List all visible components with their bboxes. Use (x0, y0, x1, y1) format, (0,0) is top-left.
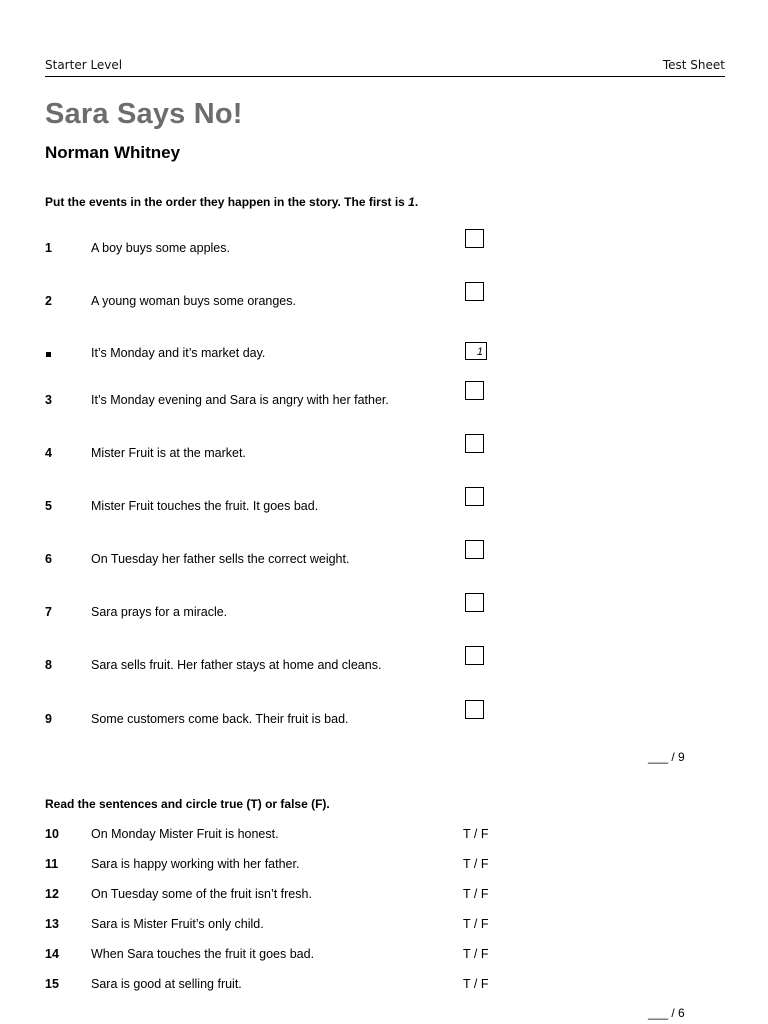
item-text: Sara is Mister Fruit’s only child. (91, 917, 264, 931)
answer-box[interactable] (465, 540, 484, 559)
instruction-end: . (414, 195, 419, 209)
order-item (45, 389, 505, 413)
order-item (45, 654, 505, 678)
item-number: 11 (45, 857, 59, 871)
item-text: A young woman buys some oranges. (91, 294, 296, 308)
bullet-icon (46, 352, 51, 357)
answer-box[interactable] (465, 434, 484, 453)
instruction-emphasis: 1 (408, 195, 415, 209)
item-number: 5 (45, 499, 52, 513)
item-text: On Monday Mister Fruit is honest. (91, 827, 279, 841)
order-item-example (45, 342, 505, 366)
answer-box[interactable] (465, 229, 484, 248)
section1-score: ___ / 9 (648, 750, 685, 764)
sheet-label: Test Sheet (662, 58, 725, 72)
tf-item (45, 827, 505, 847)
order-item (45, 237, 505, 261)
answer-box[interactable] (465, 487, 484, 506)
item-text: Sara is happy working with her father. (91, 857, 300, 871)
answer-box[interactable] (465, 282, 484, 301)
item-number: 10 (45, 827, 59, 841)
order-item (45, 708, 505, 732)
tf-item (45, 977, 505, 997)
item-text: On Tuesday some of the fruit isn’t fresh. (91, 887, 312, 901)
item-text: It’s Monday evening and Sara is angry with her father. (91, 393, 389, 407)
true-false-choice[interactable]: T / F (463, 977, 489, 991)
item-text: A boy buys some apples. (91, 241, 230, 255)
item-text: Some customers come back. Their fruit is bad. (91, 712, 349, 726)
item-number: 14 (45, 947, 59, 961)
item-number: 1 (45, 241, 52, 255)
page-title: Sara Says No! (45, 98, 243, 130)
order-item (45, 442, 505, 466)
tf-item (45, 887, 505, 907)
item-text: Mister Fruit is at the market. (91, 446, 246, 460)
page-header (45, 58, 725, 77)
item-number: 6 (45, 552, 52, 566)
item-text: It’s Monday and it’s market day. (91, 346, 266, 360)
item-number: 9 (45, 712, 52, 726)
tf-item (45, 857, 505, 877)
item-text: Sara sells fruit. Her father stays at home and cleans. (91, 658, 382, 672)
section1-instruction (45, 195, 418, 209)
level-label: Starter Level (45, 58, 123, 72)
item-text: Mister Fruit touches the fruit. It goes bad. (91, 499, 319, 513)
order-item (45, 290, 505, 314)
item-number: 7 (45, 605, 52, 619)
item-number: 8 (45, 658, 52, 672)
order-item (45, 601, 505, 625)
order-item (45, 548, 505, 572)
true-false-choice[interactable]: T / F (463, 947, 489, 961)
answer-box[interactable] (465, 700, 484, 719)
section2-score: ___ / 6 (648, 1006, 685, 1020)
instruction-text: Put the events in the order they happen in the story. The first is (45, 195, 409, 209)
item-number: 4 (45, 446, 52, 460)
true-false-choice[interactable]: T / F (463, 827, 489, 841)
item-number: 12 (45, 887, 59, 901)
true-false-choice[interactable]: T / F (463, 917, 489, 931)
author-name: Norman Whitney (45, 143, 181, 162)
true-false-choice[interactable]: T / F (463, 887, 489, 901)
answer-box[interactable] (465, 381, 484, 400)
item-text: On Tuesday her father sells the correct weight. (91, 552, 350, 566)
item-number: 13 (45, 917, 59, 931)
item-number: 15 (45, 977, 59, 991)
answer-box[interactable] (465, 646, 484, 665)
item-text: When Sara touches the fruit it goes bad. (91, 947, 315, 961)
answer-box-example: 1 (465, 342, 487, 360)
item-text: Sara prays for a miracle. (91, 605, 228, 619)
tf-item (45, 917, 505, 937)
order-item (45, 495, 505, 519)
answer-box[interactable] (465, 593, 484, 612)
section2-instruction: Read the sentences and circle true (T) or false (F). (45, 797, 330, 811)
true-false-choice[interactable]: T / F (463, 857, 489, 871)
item-number: 2 (45, 294, 52, 308)
tf-item (45, 947, 505, 967)
item-text: Sara is good at selling fruit. (91, 977, 242, 991)
item-number: 3 (45, 393, 52, 407)
